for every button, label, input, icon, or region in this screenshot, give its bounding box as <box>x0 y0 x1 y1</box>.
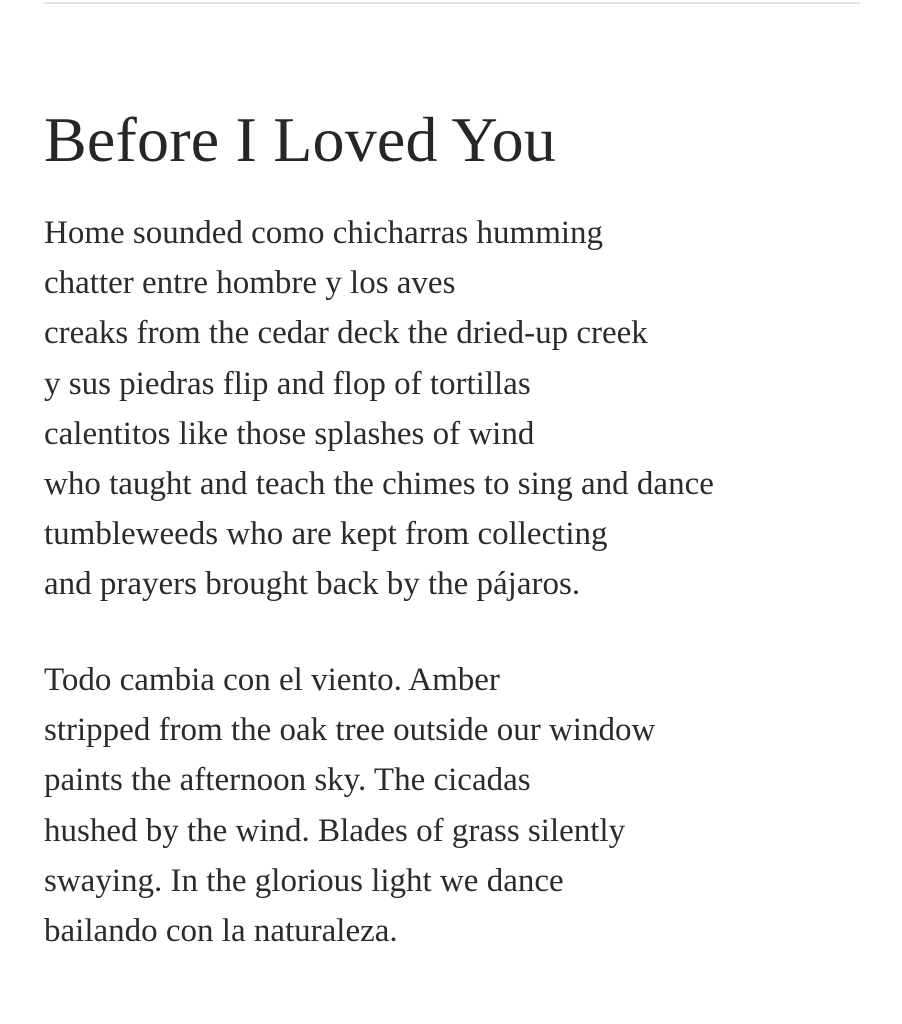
poem-line: tumbleweeds who are kept from collecting <box>44 516 608 553</box>
poem-line: and prayers brought back by the pájaros. <box>44 566 581 603</box>
stanza-1 <box>44 208 714 610</box>
poem-line: who taught and teach the chimes to sing and dance <box>44 466 714 503</box>
poem-line: swaying. In the glorious light we dance <box>44 862 564 899</box>
stanza-2 <box>44 655 655 956</box>
top-divider <box>44 2 860 4</box>
poem-title: Before I Loved You <box>44 104 556 175</box>
poem-line: creaks from the cedar deck the dried-up creek <box>44 315 648 352</box>
poem-line: calentitos like those splashes of wind <box>44 415 535 452</box>
poem-line: y sus piedras flip and flop of tortillas <box>44 365 531 402</box>
poem-line: Todo cambia con el viento. Amber <box>44 662 500 698</box>
poem-line: hushed by the wind. Blades of grass silently <box>44 812 626 849</box>
poem-line: chatter entre hombre y los aves <box>44 265 456 302</box>
poem-line: bailando con la naturaleza. <box>44 913 398 950</box>
poem-line: Home sounded como chicharras humming <box>44 215 604 251</box>
poem-line: stripped from the oak tree outside our window <box>44 712 656 749</box>
poem-line: paints the afternoon sky. The cicadas <box>44 762 531 799</box>
